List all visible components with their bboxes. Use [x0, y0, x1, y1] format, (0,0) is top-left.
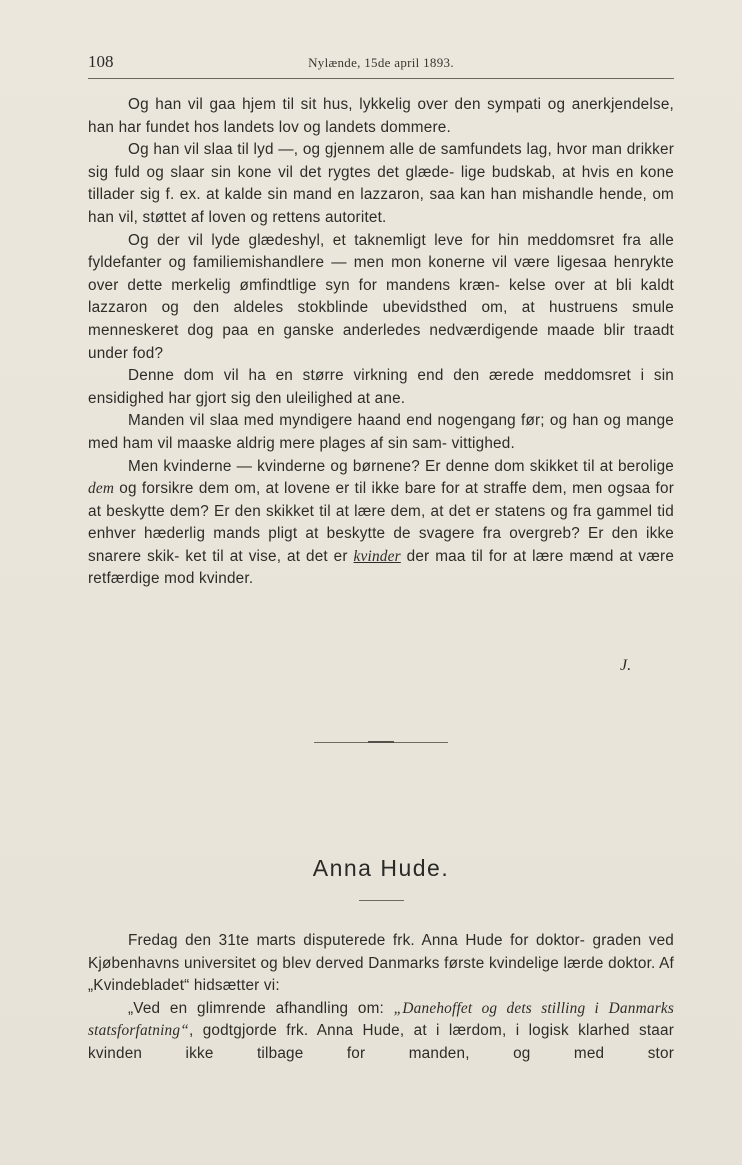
- running-head: Nylænde, 15de april 1893.: [308, 55, 454, 70]
- paragraph-1: Og han vil gaa hjem til sit hus, lykkelig over den sympati og anerkjendelse, han har fundet hos landets lov og landets dommere.: [88, 96, 674, 136]
- emphasis-thesis-title-cont: Danmarks statsforfatning“: [88, 999, 674, 1040]
- paragraph-5: Manden vil slaa med myndigere haand end nogengang før; og han og mange med ham vil maaske aldrig mere plages af sin sam- vittighed.: [88, 412, 675, 452]
- paragraph-4: Denne dom vil ha en større virkning end den ærede meddomsret i sin ensidighed har gjort sig den uleilighed at ane.: [88, 367, 675, 407]
- emphasis-kvinder: kvinder: [353, 547, 401, 565]
- paragraph-2: Og han vil slaa til lyd —, og gjennem alle de samfundets lag, hvor man drikker sig fuld og slaar sin kone vil det rygtes det glæde- lige budskab, at hvis en kone tillader sig f. ex. at kalde sin mand en lazzaron, saa kan han mishandle hende, om han vil, støttet af loven og rettens autoritet.: [88, 141, 675, 226]
- emphasis-thesis-title: „Danehoffet og dets stilling i: [393, 999, 599, 1017]
- article-title: Anna Hude.: [312, 855, 450, 881]
- paragraph-6: Men kvinderne — kvinderne og børnene? Er denne dom skikket til at berolige dem og forsikre dem om, at lovene er til ikke bare for at straffe dem, men ogsaa for at beskytte dem? Er den skikket til at lære dem, at det er statens og fra gammel tid enhver hæderlig mands pligt at beskytte de svagere fra overgreb? Er den ikke snarere skik- ket til at vise, at det er kvinder der maa til for at lære mænd at være retfærdige mod kvinder.: [88, 457, 675, 588]
- page-header: [88, 52, 674, 79]
- title-underline: [359, 900, 404, 901]
- paragraph-1: Fredag den 31te marts disputerede frk. Anna Hude for doktor- graden ved Kjøbenhavns universitet og blev derved Danmarks første kvindelige lærde doktor. Af „Kvindebladet“ hidsætter vi:: [88, 932, 674, 995]
- emphasis-dem: dem: [88, 480, 115, 498]
- article-lazzaron: [88, 94, 674, 591]
- page-number: 108: [88, 52, 114, 71]
- section-divider: [314, 742, 448, 743]
- paragraph-2: „Ved en glimrende afhandling om: „Danehoffet og dets stilling i Danmarks statsforfatning“, godtgjorde frk. Anna Hude, at i lærdom, i logisk klarhed staar kvinden ikke tilbage for manden, og med stor: [88, 999, 675, 1062]
- author-signature: J.: [620, 657, 632, 674]
- divider-ornament: [368, 741, 394, 743]
- article-anna-hude: [88, 930, 674, 1066]
- paragraph-3: Og der vil lyde glædeshyl, et taknemligt leve for hin meddomsret fra alle fyldefanter og familiemishandlere — men mon konerne vil være ligesaa henrykte over dette merkelig ømfindtlige syn for mandens kræn- kelse over at bli kaldt lazzaron og den aldeles stokblinde ubevidsthed om, at hustruens smule menneskeret dog paa en ganske anderledes nedværdigende maade blir traadt under fod?: [88, 231, 674, 362]
